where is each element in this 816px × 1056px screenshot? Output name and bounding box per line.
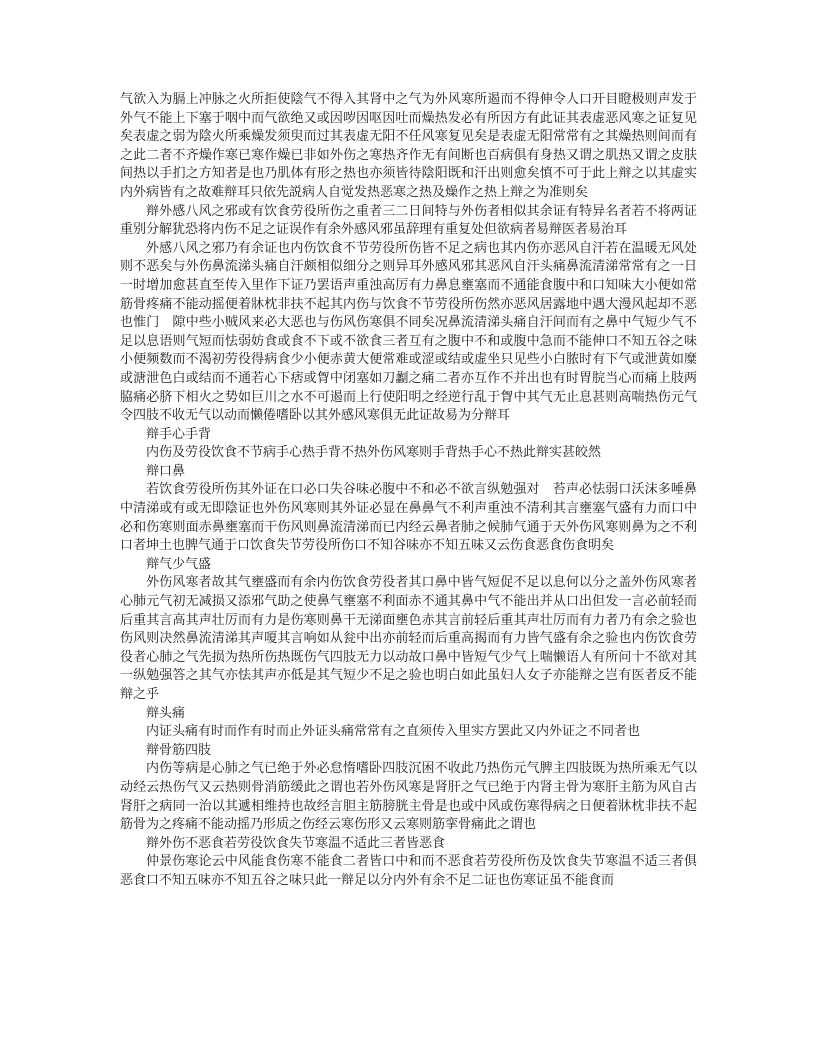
body-paragraph: 若饮食劳役所伤其外证在口必口失谷味必腹中不和必不欲言纵勉强对 苔声必怯弱口沃沫多唾鼻中清涕或有或无即陰证也外伤风寒则其外证必显在鼻鼻气不利声重浊不清利其言壅塞气盛有力而口中必和伤寒则面赤鼻壅塞而干伤风则鼻流清涕而已内经云鼻者肺之候肺气通于天外伤风寒则鼻为之不利口者坤土也脾气通于口饮食失节劳役所伤口不知谷味亦不知五味又云伤食恶食伤食明矣 <box>120 482 697 554</box>
body-paragraph: 内证头痛有时而作有时而止外证头痛常常有之直须传入里实方罢此又内外证之不同者也 <box>146 724 641 740</box>
document-page <box>120 91 697 891</box>
section-heading: 辩骨筋四肢 <box>146 742 212 758</box>
body-paragraph: 仲景伤寒论云中风能食伤寒不能食二者皆口中和而不恶食若劳役所伤及饮食失节寒温不适三者俱恶食口不知五味亦不知五谷之味只此一辩足以分内外有余不足二证也伤寒证虽不能食而 <box>120 854 697 888</box>
body-paragraph: 外感八风之邪乃有余证也内伤饮食不节劳役所伤皆不足之病也其内伤亦恶风自汗若在温暖无风处则不恶矣与外伤鼻流涕头痛自汗颇相似细分之则异耳外感风邪其恶风自汗头痛鼻流清涕常常有之一日一时增加愈甚直至传入里作下证乃罢语声重浊高厉有力鼻息壅塞而不通能食腹中和口知味大小便如常筋骨疼痛不能动摇便着牀枕非扶不起其内伤与饮食不节劳役所伤然亦恶风居露地中遇大漫风起却不恶也惟门 隙中些小贼风来必大恶也与伤风伤寒俱不同矣况鼻流清涕头痛自汗间而有之鼻中气短少气不足以息语则气短而怯弱妨食或食不下或不欲食三者互有之腹中不和或腹中急而不能伸口不知五谷之味小便频数而不渴初劳役得病食少小便赤黄大便常难或涩或结或虚坐只见些小白脓时有下气或泄黄如糜或溏泄色白或结而不通若心下痞或胷中闭塞如刀劙之痛二者亦互作不并出也有时胃脘当心而痛上肢两脇痛必脐下相火之势如巨川之水不可遏而上行使阳明之经逆行乱于胷中其气无止息甚则高喘热伤元气令四肢不收无气以动而懒倦嗜卧以其外感风寒俱无此证故易为分辩耳 <box>120 240 697 424</box>
body-paragraph: 内伤及劳役饮食不节病手心热手背不热外伤风寒则手背热手心不热此辩实甚皎然 <box>146 445 602 461</box>
section-heading: 辩头痛 <box>146 705 186 721</box>
body-paragraph: 外伤风寒者故其气壅盛而有余内伤饮食劳役者其口鼻中皆气短促不足以息何以分之盖外伤风寒者心肺元气初无减损又添邪气助之使鼻气壅塞不利面赤不通其鼻中气不能出并从口出但发一言必前轻而后重其言高其声壮厉而有力是伤寒则鼻干无涕面壅色赤其言前轻后重其声壮厉而有力者乃有余之验也伤风则决然鼻流清涕其声嗄其言响如从瓮中出亦前轻而后重高揭而有力皆气盛有余之验也内伤饮食劳役者心肺之气先损为热所伤热既伤气四肢无力以动故口鼻中皆短气少气上喘懒语人有所问十不欲对其一纵勉强答之其气亦怯其声亦低是其气短少不足之验也明白如此虽妇人女子亦能辩之岂有医者反不能辩之乎 <box>120 575 697 702</box>
section-heading: 辩手心手背 <box>146 426 212 442</box>
body-paragraph: 辩外感八风之邪或有饮食劳役所伤之重者三二日间特与外伤者相似其余证有特异名者若不将两证重别分解犹恐将内伤不足之证误作有余外感风邪虽辞理有重复处但欲病者易辩医者易治耳 <box>120 203 697 238</box>
section-heading: 辩口鼻 <box>146 463 186 479</box>
section-heading: 辩外伤不恶食若劳役饮食失节寒温不适此三者皆恶食 <box>146 835 446 851</box>
section-heading: 辩气少气盛 <box>146 556 212 572</box>
body-paragraph: 内伤等病是心肺之气已绝于外必怠惰嗜卧四肢沉困不收此乃热伤元气脾主四肢既为热所乘无气以动经云热伤气又云热则骨消筋缓此之谓也若外伤风寒是肾肝之气已绝于内肾主骨为寒肝主筋为风自古肾肝之病同一治以其遞相维持也故经言胆主筋膀胱主骨是也或中风或伤寒得病之日便着牀枕非扶不起筋骨为之疼痛不能动摇乃形质之伤经云寒伤形又云寒则筋挛骨痛此之谓也 <box>120 761 697 833</box>
body-paragraph: 气欲入为膈上冲脉之火所拒使陰气不得入其肾中之气为外风寒所遏而不得伸令人口开目瞪极则声发于外气不能上下塞于咽中而气欲绝又或因哕因呕因吐而燥热发必有所因方有此证其表虚恶风寒之证复见矣表虚之弱为陰火所乘燥发须臾而过其表虚无阳不任风寒复见矣是表虚无阳常常有之其燥热则间而有之此二者不齐燥作寒已寒作燥已非如外伤之寒热齐作无有间断也百病俱有身热又谓之肌热又谓之皮肤间热以手扪之方知者是也乃肌体有形之热也亦须皆待陰阳既和汗出则愈矣慎不可于此上辩之以其虚实内外病皆有之故难辩耳只依先説病人自觉发热恶寒之热及燥作之热上辩之为准则矣 <box>120 92 697 200</box>
